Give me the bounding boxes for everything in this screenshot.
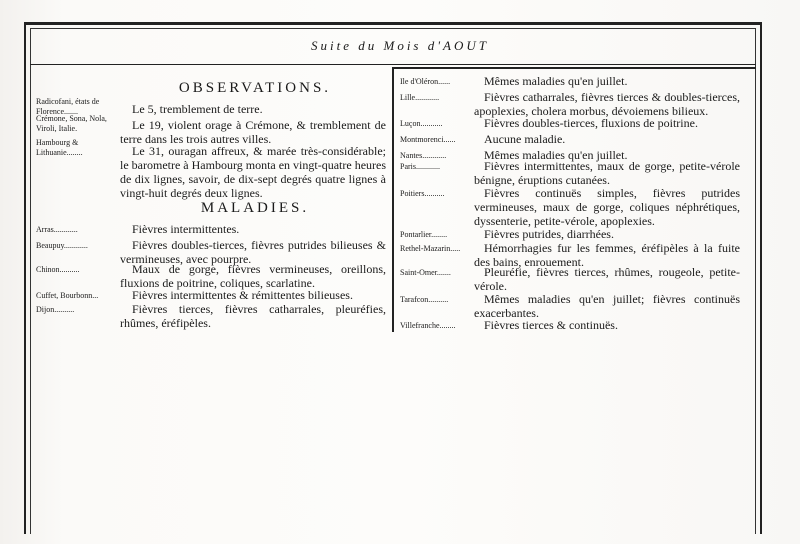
entry-text: Fièvres doubles-tierces, fièvres putrides bilieuses & vermineuses, avec pourpre. <box>120 238 386 266</box>
place-name: Saint-Omer....... <box>400 268 451 277</box>
entry-text: Aucune maladie. <box>484 132 566 146</box>
place-name: Cuffet, Bourbonn... <box>36 291 99 300</box>
entry-text: Mêmes maladies qu'en juillet. <box>484 148 628 162</box>
place-name: Nantes............ <box>400 151 447 160</box>
entry-text: Fièvres doubles-tierces, fluxions de poitrine. <box>484 116 698 130</box>
entry-text: Le 31, ouragan affreux, & marée très-considérable; le barometre à Hambourg monta en vingt-quatre heures de dix lignes, savoir, de dix-sept degrés quatre lignes à vingt-huit degrés deux lignes. <box>120 144 387 200</box>
place-name: Montmorenci...... <box>400 135 456 144</box>
maladies-title: MALADIES. <box>200 200 310 216</box>
place-name: Paris............ <box>400 162 440 171</box>
right-column-rule <box>392 67 756 69</box>
place-name: Lille............ <box>400 93 440 102</box>
entry-text: Mêmes maladies qu'en juillet; fièvres continuës exacerbantes. <box>474 292 740 320</box>
place-name: Beaupuy............ <box>36 241 88 250</box>
place-name: Crémone, Sona, Nola, Viroli, Italie. <box>36 114 107 133</box>
entry-text: Maux de gorge, fièvres vermineuses, oreillons, fluxions de poitrine, coliques, scarlatine. <box>120 262 386 290</box>
place-name: Chinon.......... <box>36 265 80 274</box>
place-name: Poitiers.......... <box>400 189 445 198</box>
place-name: Arras............ <box>36 225 78 234</box>
place-name: Ile d'Oléron...... <box>400 77 451 86</box>
place-name: Rethel-Mazarin..... <box>400 244 461 253</box>
observations-title: OBSERVATIONS. <box>178 80 332 96</box>
place-name: Villefranche........ <box>400 321 456 330</box>
entry-text: Fièvres tierces & continuës. <box>484 318 618 332</box>
column-divider <box>392 68 394 332</box>
entry-text: Mêmes maladies qu'en juillet. <box>484 74 628 88</box>
entry-text: Le 5, tremblement de terre. <box>132 102 263 116</box>
entry-text: Hémorrhagies fur les femmes, éréfipèles à la fuite des bains, enrouement. <box>474 241 740 269</box>
entry-text: Pleuréfie, fièvres tierces, rhûmes, rougeole, petite-vérole. <box>474 265 740 293</box>
place-name: Radicofani, états de Florence....... <box>36 97 100 116</box>
entry-text: Fièvres tierces, fièvres catharrales, pleuréfies, rhûmes, éréfipèles. <box>120 302 386 330</box>
entry-text: Fièvres intermittentes. <box>132 222 240 236</box>
place-name: Tarafcon.......... <box>400 295 449 304</box>
place-name: Luçon........... <box>400 119 443 128</box>
place-name: Hambourg & Lithuanie........ <box>36 138 83 157</box>
place-name: Dijon.......... <box>36 305 75 314</box>
entry-text: Le 19, violent orage à Crémone, & tremblement de terre dans les trois autres villes. <box>120 118 386 146</box>
header-rule <box>30 64 756 65</box>
entry-text: Fièvres intermittentes, maux de gorge, petite-vérole bénigne, éruptions cutanées. <box>474 159 740 187</box>
page-title: Suite du Mois d'AOUT <box>311 38 489 53</box>
entry-text: Fièvres intermittentes & rémittentes bilieuses. <box>132 288 353 302</box>
entry-text: Fièvres catharrales, fièvres tierces & doubles-tierces, apoplexies, cholera morbus, dévoiemens bilieux. <box>474 90 740 118</box>
entry-text: Fièvres putrides, diarrhées. <box>484 227 614 241</box>
place-name: Pontarlier........ <box>400 230 448 239</box>
entry-text: Fièvres continuës simples, fièvres putrides vermineuses, maux de gorge, coliques néphrétiques, dyssenterie, petite-vérole, apoplexies. <box>474 186 740 228</box>
